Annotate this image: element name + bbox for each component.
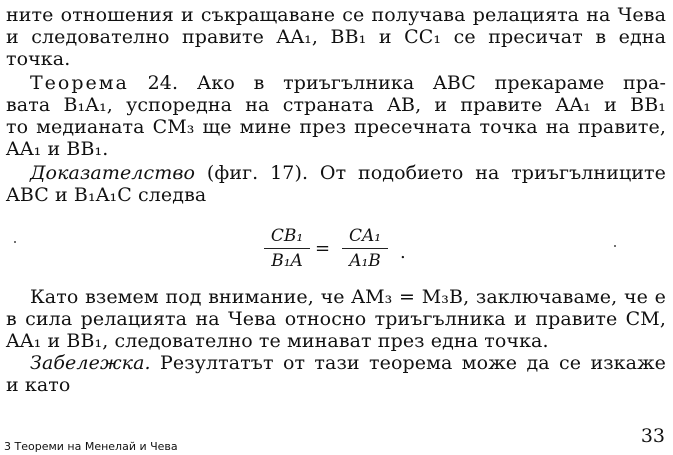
equals-sign: =	[315, 238, 331, 259]
text-line-2: и следователно правите AA₁, BB₁ и CC₁ се пресичат в една	[6, 26, 666, 48]
page-number: 33	[640, 425, 665, 447]
remark-rest: Резултатът от тази теорема може да се изкаже	[150, 352, 666, 374]
ratio-formula	[262, 226, 422, 274]
formula-period: .	[400, 242, 406, 263]
remark-line	[30, 352, 666, 374]
text-line-after-1: Като вземем под внимание, че AM₃ = M₃B, заключаваме, че е	[30, 286, 666, 308]
right-denominator: A₁B	[349, 251, 381, 271]
text-line-6: то медианата CM₃ ще мине през пресечната точка на правите,	[6, 116, 666, 138]
text-line-5: вата B₁A₁, успоредна на страната AB, и правите AA₁ и BB₁	[6, 94, 666, 116]
theorem-rest: 24. Ако в триъгълника ABC прекараме пра-	[128, 72, 666, 94]
right-fraction	[340, 226, 390, 271]
text-line-last: и като	[6, 374, 71, 396]
text-line-after-2: в сила релацията на Чева относно триъгълника и правите CM,	[6, 308, 666, 330]
theorem-label: Теорема	[30, 72, 129, 94]
text-line-after-3: AA₁ и BB₁, следователно те минават през една точка.	[6, 330, 549, 352]
text-line-3: точка.	[6, 48, 71, 70]
right-numerator: CA₁	[348, 226, 382, 246]
running-footer: 3 Теореми на Менелай и Чева	[4, 440, 178, 453]
text-line-7: AA₁ и BB₁.	[6, 138, 109, 160]
print-speck	[14, 241, 16, 243]
print-speck	[614, 245, 616, 247]
left-fraction	[262, 226, 312, 271]
fraction-bar	[342, 248, 388, 249]
proof-label: Доказателство	[30, 162, 196, 184]
remark-label: Забележка.	[30, 352, 151, 374]
text-line-1: ните отношения и съкращаване се получава релацията на Чева	[6, 4, 666, 26]
proof-line	[30, 162, 666, 184]
left-numerator: CB₁	[270, 226, 304, 246]
text-line-9: ABC и B₁A₁C следва	[6, 184, 207, 206]
theorem-line	[30, 72, 666, 94]
proof-rest: (фиг. 17). От подобието на триъгълниците	[195, 162, 666, 184]
fraction-bar	[264, 248, 310, 249]
left-denominator: B₁A	[271, 251, 303, 271]
